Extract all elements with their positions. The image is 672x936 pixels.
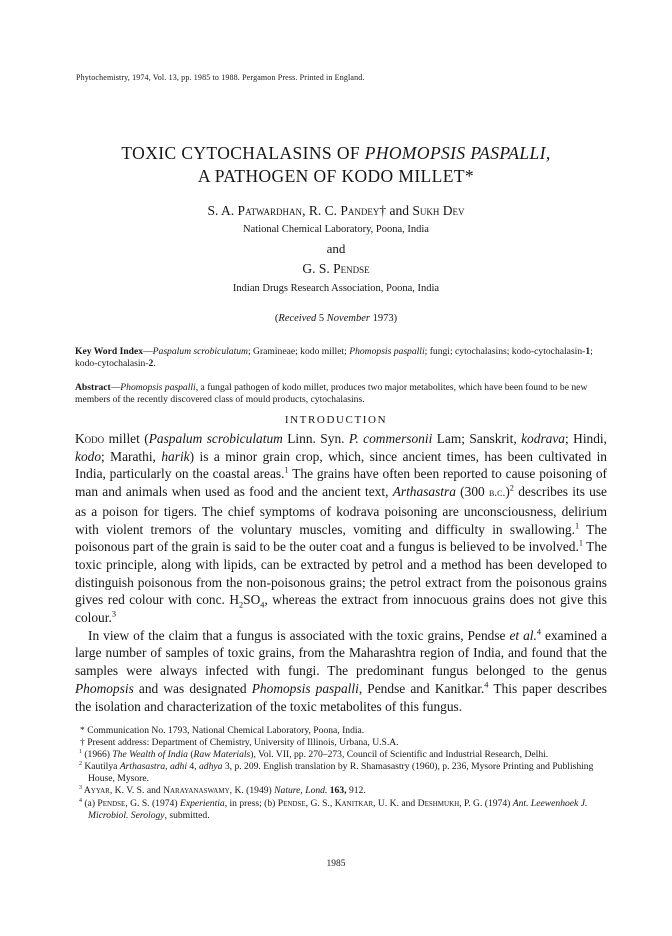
reference-4: $^4$ (a) Pendse, G. S. (1974) Experientia, in press; (b) Pendse, G. S., Kanitkar, U. K. and Deshmukh, P. G. (1974) Ant. Leewenhoek J. Microbiol. Serology, submitted.	[79, 797, 588, 821]
abstract: Abstract—Phomopsis paspalli, a fungal pathogen of kodo millet, produces two major metabolites, which have been found to be new members of the recently discovered class of mould products, cytochalasins.	[75, 382, 588, 405]
intro-paragraph-2: In view of the claim that a fungus is associated with the toxic grains, Pendse et al.$^4$ examined a large number of samples of toxic grains, from the Maharashtra region of India, and found that the samples were always infected with fungi. The predominant fungus belonged to the genus Phomopsis and was designated Phomopsis paspalli, Pendse and Kanitkar.$^4$ This paper describes the isolation and characterization of the toxic metabolites of this fungus.	[75, 627, 607, 714]
section-heading-introduction: INTRODUCTION	[284, 414, 388, 426]
dagger-mark: †	[379, 203, 387, 218]
received-date: (Received 5 November 1973)	[274, 313, 398, 324]
author-pendse: G. S. Pendse	[302, 261, 370, 276]
affiliation-1: National Chemical Laboratory, Poona, India	[243, 224, 429, 235]
paper-title-line-2: A PATHOGEN OF KODO MILLET*	[197, 166, 475, 186]
affiliation-2: Indian Drugs Research Association, Poona, India	[232, 283, 440, 294]
page-number: 1985	[326, 859, 346, 869]
title-text: TOXIC CYTOCHALASINS OF	[121, 143, 365, 163]
footnotes	[75, 725, 607, 822]
intro-paragraph-1: Kodo millet (Paspalum scrobiculatum Linn. Syn. P. commersonii Lam; Sanskrit, kodrava; Hindi, kodo; Marathi, harik) is a minor grain crop, which, since ancient times, has been cultivated in India, particularly on the coastal areas.$^1$ The grains have often been reported to cause poisoning of man and animals when used as food and the ancient text, Arthasastra (300 b.c.)$^2$ describes its use as a poison for tigers. The chief symptoms of kodrava poisoning are unconsciousness, delirium with violent tremors of the voluntary muscles, vomiting and difficulty in swallowing.$^1$ The poisonous part of the grain is said to be the outer coat and a fungus is believed to be involved.$^1$ The toxic principle, along with lipids, can be extracted by petrol and a method has been developed to distinguish poisonous from the non-poisonous grains; the petrol extract from the poisonous grains gives red colour with conc. $H_2SO_4$, whereas the extract from innocuous grains does not give this colour.$^3$	[75, 431, 607, 626]
journal-citation: Phytochemistry, 1974, Vol. 13, pp. 1985 to 1988. Pergamon Press. Printed in England.	[76, 73, 365, 82]
key-word-label: Key Word Index	[75, 346, 144, 357]
reference-2: $^2$ Kautilya Arthasastra, adhi 4, adhya 3, p. 209. English translation by R. Shamasastry (1960), p. 236, Mysore Printing and Publishing House, Mysore.	[79, 761, 594, 785]
footnote-present-address: † Present address: Department of Chemistry, University of Illinois, Urbana, U.S.A.	[80, 737, 399, 749]
title-genus: PHOMOPSIS PASPALLI,	[364, 143, 551, 163]
author-separator-and: and	[326, 241, 346, 256]
footnote-communication: * Communication No. 1793, National Chemical Laboratory, Poona, India.	[80, 725, 365, 736]
introduction-body	[75, 430, 607, 715]
abstract-label: Abstract	[75, 382, 111, 393]
key-word-index: Key Word Index—Paspalum scrobiculatum; Gramineae; kodo millet; Phomopsis paspalli; fungi; cytochalasins; kodo-cytochalasin-1; kodo-cytochalasin-2.	[75, 346, 593, 369]
paper-title-line-1	[0, 143, 672, 164]
author-list: S. A. Patwardhan, R. C. Pandey† and Sukh Dev	[207, 203, 465, 218]
reference-3: $^3$ Ayyar, K. V. S. and Narayanaswamy, K. (1949) Nature, Lond. 163, 912.	[79, 785, 366, 797]
reference-1: $^1$ (1966) The Wealth of India (Raw Materials), Vol. VII, pp. 270–273, Council of Scientific and Industrial Research, Delhi.	[79, 749, 549, 761]
